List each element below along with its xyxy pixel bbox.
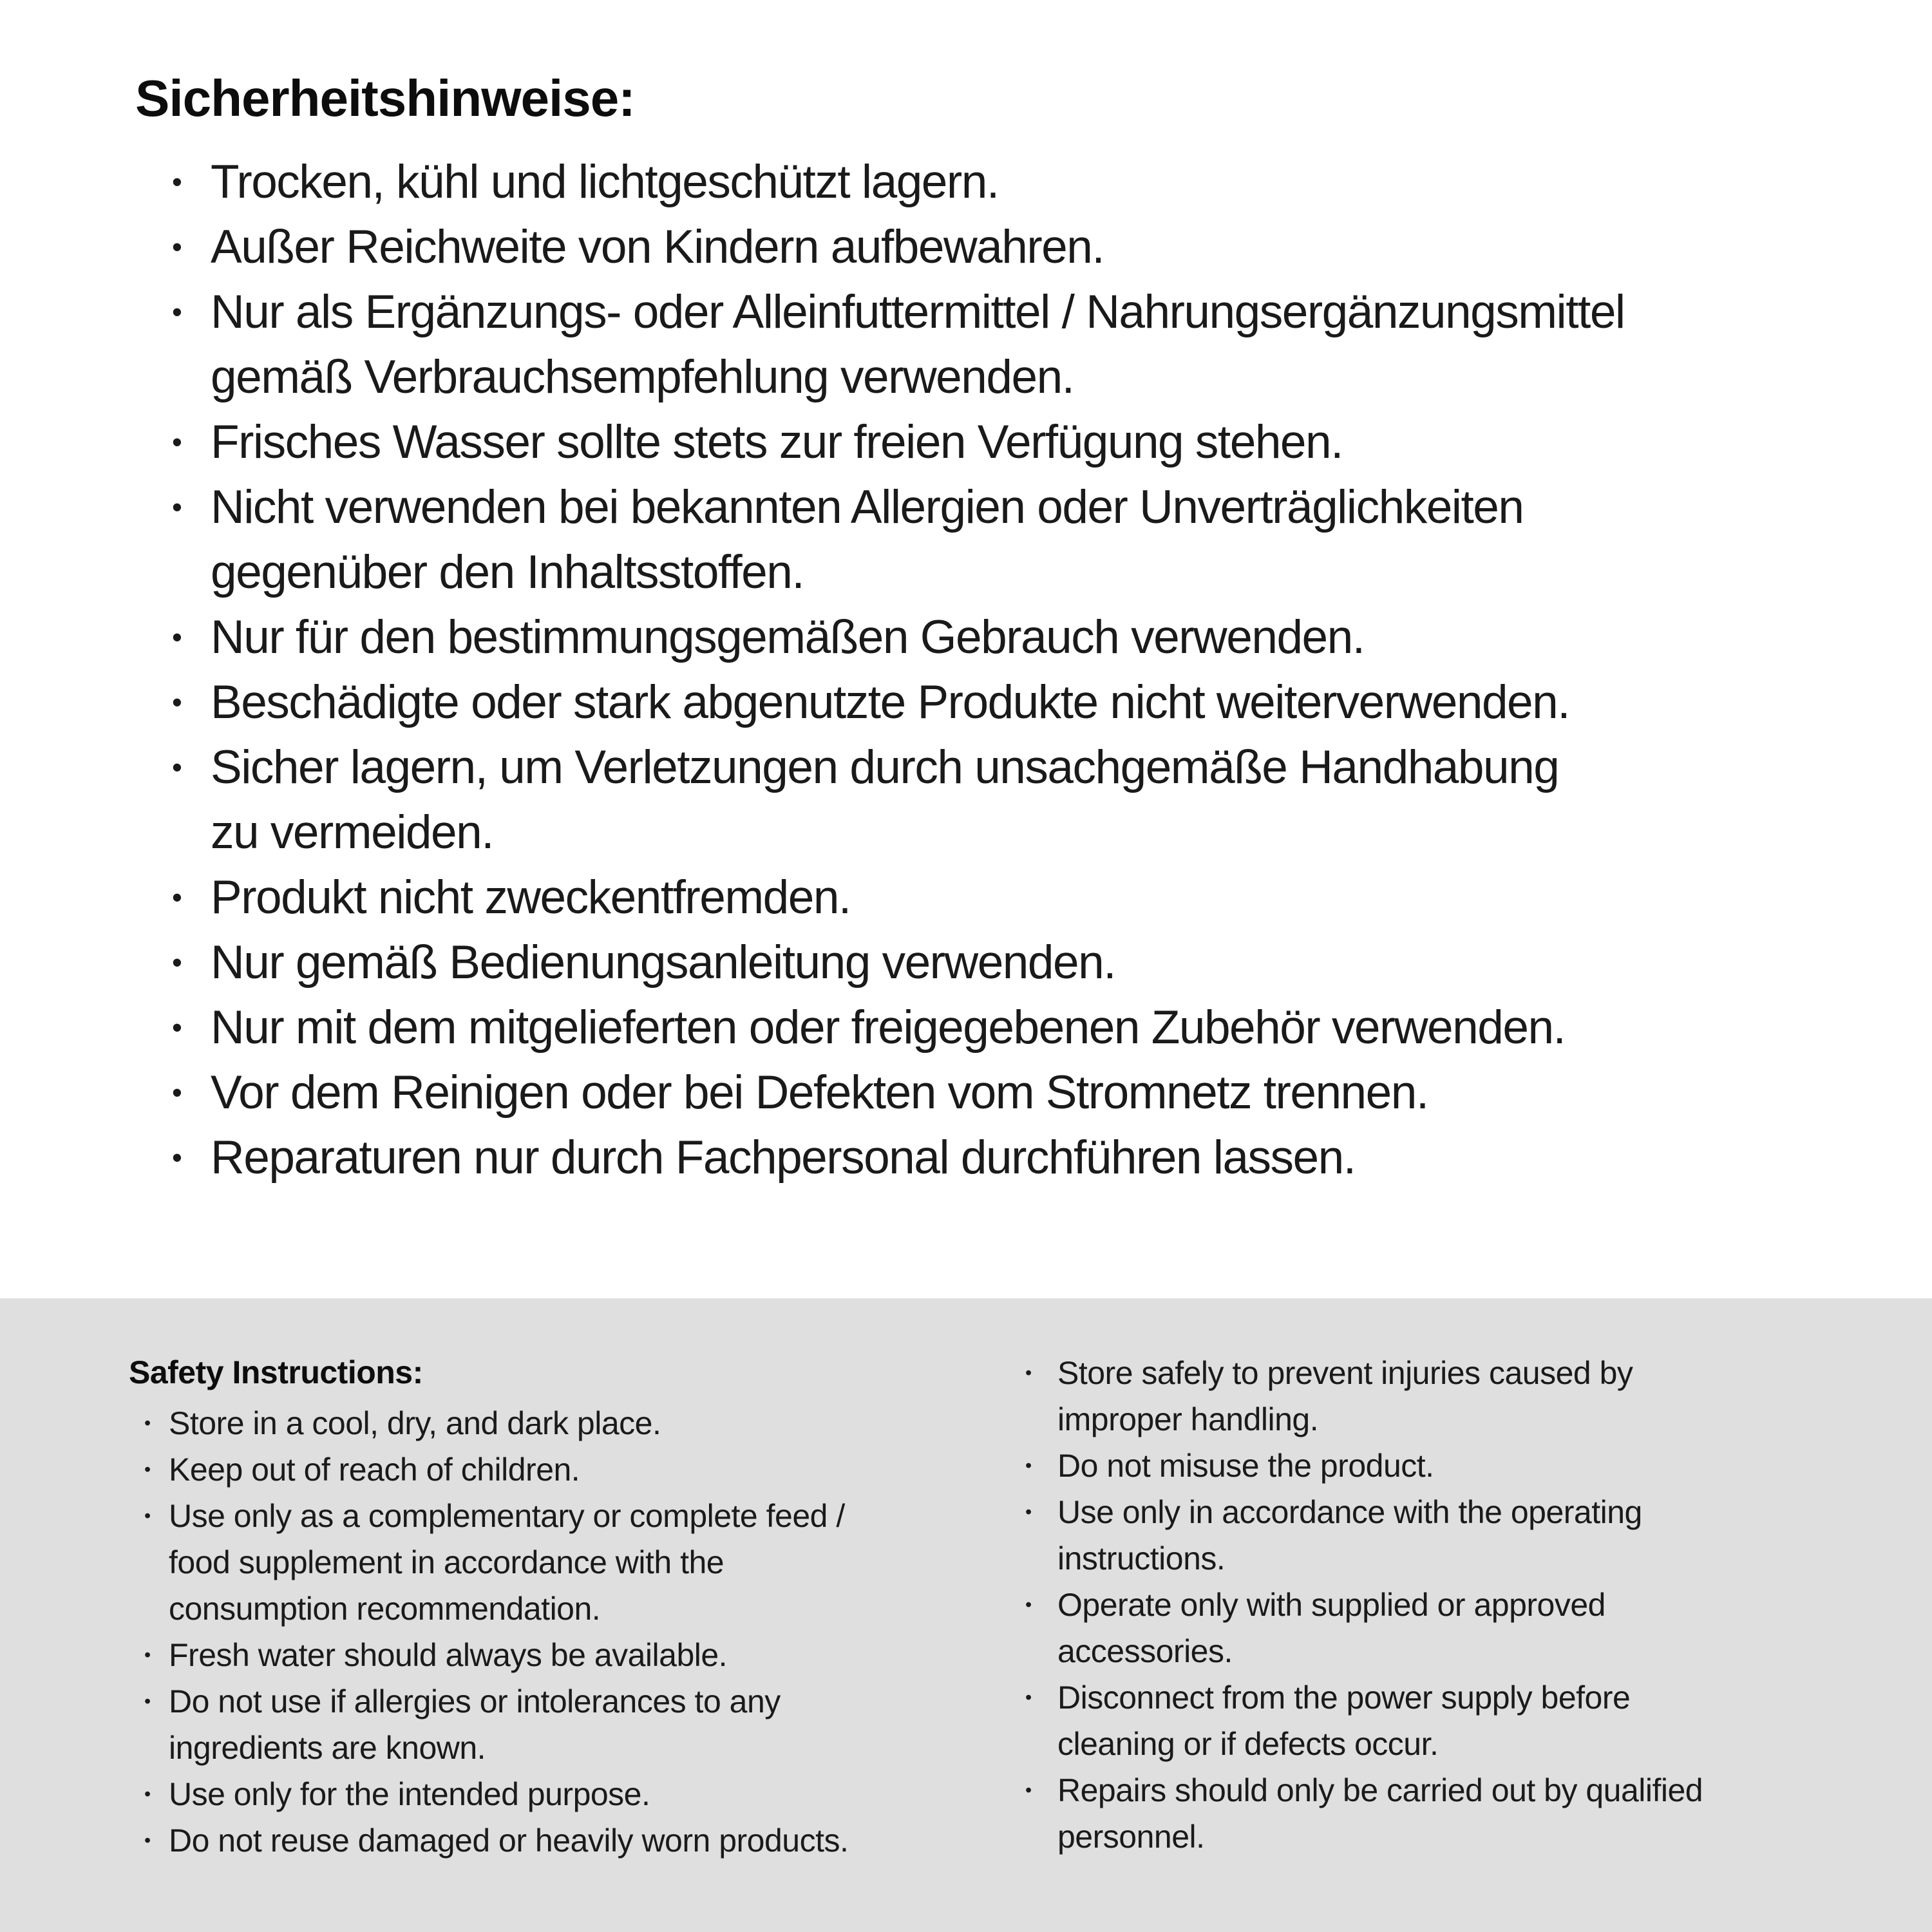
bullet-line-first bbox=[135, 214, 1868, 279]
bullet-line-first bbox=[135, 149, 1868, 214]
bullet-line-first bbox=[1024, 1674, 1703, 1721]
bullet-text: Nur für den bestimmungsgemäßen Gebrauch verwenden. bbox=[211, 611, 1365, 663]
bullet-line-first bbox=[135, 1060, 1868, 1125]
list-item bbox=[135, 410, 1868, 475]
bullet-text: personnel. bbox=[1057, 1819, 1205, 1855]
bullet-icon: • bbox=[144, 1506, 151, 1526]
bullet-line-first bbox=[129, 1446, 1024, 1493]
bullet-line-first bbox=[129, 1400, 1024, 1446]
bullet-line-continuation bbox=[129, 1725, 1024, 1771]
bullet-line-first bbox=[1024, 1582, 1703, 1628]
bullet-text: Repairs should only be carried out by qualified bbox=[1057, 1772, 1703, 1808]
bullet-line-continuation bbox=[135, 540, 1868, 605]
list-item bbox=[129, 1817, 1024, 1864]
german-bullet-list bbox=[135, 149, 1868, 1190]
bullet-icon bbox=[1024, 1628, 1057, 1674]
bullet-icon bbox=[1024, 1814, 1057, 1860]
bullet-icon: • bbox=[172, 1011, 182, 1044]
list-item bbox=[1024, 1489, 1703, 1582]
bullet-text: Do not use if allergies or intolerances to any bbox=[169, 1683, 781, 1719]
list-item bbox=[135, 475, 1868, 605]
bullet-icon: • bbox=[144, 1413, 151, 1434]
bullet-line-first bbox=[1024, 1489, 1703, 1535]
bullet-icon bbox=[1024, 1721, 1057, 1767]
bullet-text: Do not misuse the product. bbox=[1057, 1448, 1434, 1484]
bullet-line-continuation bbox=[1024, 1535, 1703, 1582]
bullet-text: Operate only with supplied or approved bbox=[1057, 1587, 1605, 1623]
bullet-line-first bbox=[135, 1125, 1868, 1190]
bullet-icon: • bbox=[172, 1141, 182, 1174]
bullet-icon: • bbox=[144, 1830, 151, 1851]
bullet-icon: • bbox=[172, 1076, 182, 1109]
list-item bbox=[135, 735, 1868, 865]
list-item bbox=[135, 214, 1868, 279]
bullet-icon: • bbox=[172, 231, 182, 263]
list-item bbox=[135, 865, 1868, 930]
bullet-line-continuation bbox=[135, 345, 1868, 410]
bullet-line-continuation bbox=[1024, 1628, 1703, 1674]
bullet-icon bbox=[129, 1725, 169, 1771]
bullet-icon: • bbox=[144, 1691, 151, 1712]
bullet-line-first bbox=[1024, 1443, 1703, 1489]
bullet-icon: • bbox=[172, 881, 182, 914]
bullet-line-first bbox=[129, 1493, 1024, 1539]
bullet-icon: • bbox=[172, 491, 182, 524]
bullet-icon: • bbox=[172, 621, 182, 654]
list-item bbox=[129, 1632, 1024, 1678]
bullet-text: Keep out of reach of children. bbox=[169, 1452, 580, 1488]
bullet-text: gemäß Verbrauchsempfehlung verwenden. bbox=[211, 351, 1074, 403]
bullet-icon bbox=[1024, 1396, 1057, 1443]
bullet-text: Use only in accordance with the operating bbox=[1057, 1494, 1642, 1530]
bullet-line-continuation bbox=[1024, 1814, 1703, 1860]
bullet-icon bbox=[1024, 1535, 1057, 1582]
bullet-text: Produkt nicht zweckentfremden. bbox=[211, 871, 851, 923]
list-item bbox=[135, 1125, 1868, 1190]
list-item bbox=[135, 605, 1868, 670]
bullet-icon: • bbox=[172, 946, 182, 979]
bullet-text: zu vermeiden. bbox=[211, 806, 493, 858]
bullet-icon: • bbox=[144, 1784, 151, 1804]
bullet-text: ingredients are known. bbox=[169, 1730, 486, 1766]
bullet-text: Sicher lagern, um Verletzungen durch unsachgemäße Handhabung bbox=[211, 741, 1559, 793]
list-item bbox=[1024, 1443, 1703, 1489]
bullet-line-continuation bbox=[1024, 1396, 1703, 1443]
bullet-icon: • bbox=[1025, 1595, 1032, 1615]
bullet-line-first bbox=[135, 279, 1868, 345]
bullet-line-first bbox=[129, 1678, 1024, 1725]
bullet-line-first bbox=[135, 475, 1868, 540]
list-item bbox=[135, 149, 1868, 214]
list-item bbox=[135, 279, 1868, 410]
list-item bbox=[129, 1493, 1024, 1632]
bullet-icon: • bbox=[172, 426, 182, 459]
bullet-line-first bbox=[129, 1771, 1024, 1817]
bullet-text: Nur als Ergänzungs- oder Alleinfuttermittel / Nahrungsergänzungsmittel bbox=[211, 286, 1625, 338]
english-left-column bbox=[129, 1350, 1024, 1864]
bullet-text: Reparaturen nur durch Fachpersonal durchführen lassen. bbox=[211, 1132, 1356, 1184]
bullet-line-first bbox=[129, 1632, 1024, 1678]
bullet-icon bbox=[135, 540, 211, 605]
list-item bbox=[129, 1446, 1024, 1493]
english-right-column bbox=[1024, 1350, 1703, 1860]
bullet-text: Fresh water should always be available. bbox=[169, 1637, 728, 1673]
bullet-icon bbox=[129, 1586, 169, 1632]
bullet-text: accessories. bbox=[1057, 1633, 1233, 1669]
bullet-text: Nicht verwenden bei bekannten Allergien oder Unverträglichkeiten bbox=[211, 481, 1524, 533]
list-item bbox=[135, 670, 1868, 735]
german-section-title: Sicherheitshinweise: bbox=[135, 70, 635, 127]
bullet-line-first bbox=[1024, 1350, 1703, 1396]
bullet-icon: • bbox=[172, 296, 182, 328]
bullet-line-continuation bbox=[1024, 1721, 1703, 1767]
list-item bbox=[1024, 1767, 1703, 1860]
list-item bbox=[135, 995, 1868, 1060]
list-item bbox=[1024, 1674, 1703, 1767]
bullet-line-first bbox=[135, 995, 1868, 1060]
bullet-icon: • bbox=[1025, 1455, 1032, 1476]
bullet-icon: • bbox=[144, 1459, 151, 1480]
bullet-text: Nur gemäß Bedienungsanleitung verwenden. bbox=[211, 936, 1115, 989]
list-item bbox=[135, 1060, 1868, 1125]
bullet-text: Disconnect from the power supply before bbox=[1057, 1680, 1631, 1716]
bullet-icon bbox=[135, 800, 211, 865]
bullet-text: Vor dem Reinigen oder bei Defekten vom Stromnetz trennen. bbox=[211, 1066, 1428, 1119]
bullet-text: Frisches Wasser sollte stets zur freien Verfügung stehen. bbox=[211, 416, 1343, 468]
bullet-text: consumption recommendation. bbox=[169, 1591, 601, 1627]
bullet-icon bbox=[135, 345, 211, 410]
bullet-icon: • bbox=[172, 166, 182, 198]
list-item bbox=[129, 1400, 1024, 1446]
bullet-text: Nur mit dem mitgelieferten oder freigegebenen Zubehör verwenden. bbox=[211, 1001, 1566, 1054]
bullet-line-first bbox=[129, 1817, 1024, 1864]
bullet-line-first bbox=[135, 930, 1868, 995]
bullet-text: Store in a cool, dry, and dark place. bbox=[169, 1405, 661, 1441]
bullet-line-first bbox=[135, 865, 1868, 930]
bullet-icon: • bbox=[1025, 1780, 1032, 1801]
bullet-line-first bbox=[135, 735, 1868, 800]
bullet-icon: • bbox=[172, 686, 182, 719]
bullet-line-first bbox=[1024, 1767, 1703, 1814]
bullet-line-first bbox=[135, 670, 1868, 735]
bullet-icon bbox=[129, 1539, 169, 1586]
bullet-text: Use only for the intended purpose. bbox=[169, 1776, 650, 1812]
english-right-bullet-list bbox=[1024, 1350, 1703, 1860]
bullet-text: food supplement in accordance with the bbox=[169, 1544, 724, 1580]
bullet-text: Beschädigte oder stark abgenutzte Produkte nicht weiterverwenden. bbox=[211, 676, 1570, 728]
list-item bbox=[129, 1678, 1024, 1771]
bullet-line-first bbox=[135, 605, 1868, 670]
english-section-title: Safety Instructions: bbox=[129, 1354, 423, 1390]
list-item bbox=[135, 930, 1868, 995]
bullet-line-continuation bbox=[135, 800, 1868, 865]
bullet-icon: • bbox=[144, 1645, 151, 1665]
list-item bbox=[1024, 1582, 1703, 1674]
english-section bbox=[0, 1298, 1932, 1932]
bullet-text: instructions. bbox=[1057, 1540, 1226, 1577]
bullet-text: Do not reuse damaged or heavily worn products. bbox=[169, 1823, 849, 1859]
bullet-text: improper handling. bbox=[1057, 1401, 1319, 1437]
bullet-line-continuation bbox=[129, 1539, 1024, 1586]
english-left-bullet-list bbox=[129, 1400, 1024, 1864]
bullet-line-continuation bbox=[129, 1586, 1024, 1632]
bullet-text: cleaning or if defects occur. bbox=[1057, 1726, 1439, 1762]
bullet-icon: • bbox=[1025, 1363, 1032, 1383]
bullet-line-first bbox=[135, 410, 1868, 475]
list-item bbox=[129, 1771, 1024, 1817]
list-item bbox=[1024, 1350, 1703, 1443]
bullet-text: Außer Reichweite von Kindern aufbewahren. bbox=[211, 221, 1104, 273]
bullet-icon: • bbox=[1025, 1502, 1032, 1522]
bullet-text: gegenüber den Inhaltsstoffen. bbox=[211, 546, 804, 598]
bullet-icon: • bbox=[172, 751, 182, 784]
bullet-text: Store safely to prevent injuries caused by bbox=[1057, 1355, 1633, 1391]
bullet-text: Use only as a complementary or complete feed / bbox=[169, 1498, 845, 1534]
bullet-icon: • bbox=[1025, 1687, 1032, 1708]
bullet-text: Trocken, kühl und lichtgeschützt lagern. bbox=[211, 156, 999, 208]
